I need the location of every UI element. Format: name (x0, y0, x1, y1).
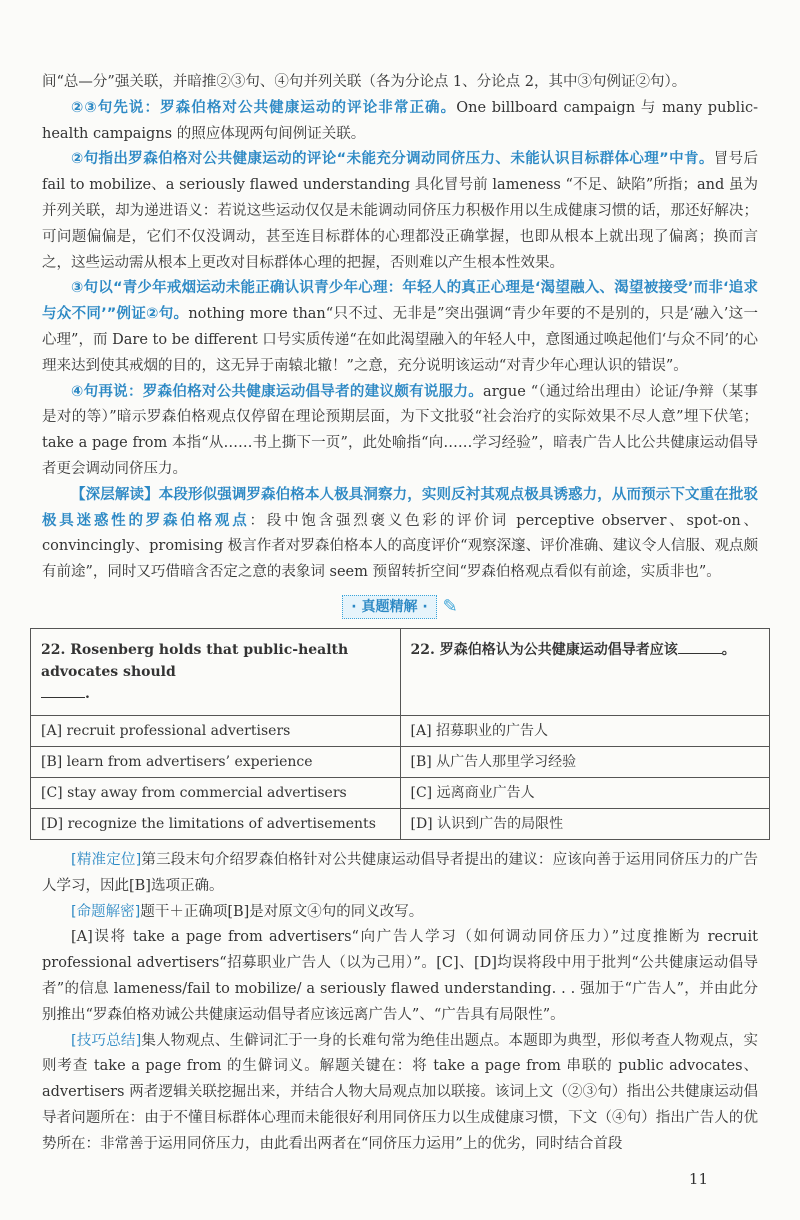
analysis-wrong-options: [A]误将 take a page from advertisers“向广告人学习（如何调动同侪压力）”过度推断为 recruit professional advertisers“招募职业广告人（以为己用）”。[C]、[D]均误将段中用于批判“公共健康运动倡导者”的信息 lameness/fail to mobilize/ a seriously flawed understanding. . . 强加于“广告人”，并由此分别推出“罗森伯格劝诫公共健康运动倡导者应该远离广告人”、“广告具有局限性”。 (42, 929, 758, 1023)
paragraph-2 (42, 96, 758, 148)
highlight: 【深层解读】本段形似强调罗森伯格本人极具洞察力，实则反衬其观点极具诱惑力，从而预示下文重在批驳极具迷惑性的罗森伯格观点 (42, 486, 758, 529)
stem-text: 22. Rosenberg holds that public-health advocates should (41, 641, 349, 680)
option-en: [B] learn from advertisers’ experience (31, 746, 401, 777)
body-text: One billboard campaign 与 many public-health campaigns 的照应体现两句间例证关联。 (42, 99, 758, 142)
option-en: [D] recognize the limitations of advertisements (31, 808, 401, 839)
body-text: ：段中饱含强烈褒义色彩的评价词 perceptive observer、spot-on、convincingly、promising 极言作者对罗森伯格本人的高度评价“观察深邃、评价准确、建议令人信服、观点颇有前途”，同时又巧借暗含否定之意的表象词 seem 预留转折空间“罗森伯格观点看似有前途，实质非也”。 (42, 512, 759, 581)
option-en: [C] stay away from commercial advertisers (31, 777, 401, 808)
paragraph-3 (42, 147, 758, 276)
paragraph-deep-reading (42, 483, 758, 586)
analysis-tips (42, 1029, 758, 1158)
table-row (31, 715, 770, 746)
stem-end: . (85, 685, 90, 702)
tag: [技巧总结] (71, 1032, 142, 1049)
table-row (31, 808, 770, 839)
pen-icon: ✎ (442, 595, 458, 617)
option-zh: [C] 远离商业广告人 (400, 777, 770, 808)
body-text: 题干＋正确项[B]是对原文④句的同义改写。 (140, 903, 424, 920)
tag: [精准定位] (71, 851, 142, 868)
highlight: ③句以“青少年戒烟运动未能正确认识青少年心理：年轻人的真正心理是‘渴望融入、渴望被接受’而非‘追求与众不同’”例证②句。 (42, 280, 758, 323)
table-row (31, 777, 770, 808)
stem-text: 22. 罗森伯格认为公共健康运动倡导者应该 (410, 641, 678, 658)
option-zh: [A] 招募职业的广告人 (400, 715, 770, 746)
highlight: ②③句先说：罗森伯格对公共健康运动的评论非常正确。 (71, 99, 457, 116)
paragraph-4 (42, 276, 758, 379)
question-en (31, 628, 401, 715)
analysis-decode (42, 900, 758, 926)
option-zh: [B] 从广告人那里学习经验 (400, 746, 770, 777)
body-text: 集人物观点、生僻词汇于一身的长难句常为绝佳出题点。本题即为典型，形似考查人物观点，实则考查 take a page from 的生僻词义。解题关键在：将 take a page from 串联的 public advocates、advertisers 两者逻辑关联挖掘出来，并结合人物大局观点加以联接。该词上文（②③句）指出公共健康运动倡导者问题所在：由于不懂目标群体心理而未能很好利用同侪压力以生成健康习惯，下文（④句）指出广告人的优势所在：非常善于运用同侪压力，由此看出两者在“同侪压力运用”上的优劣，同时结合首段 (42, 1032, 758, 1152)
paragraph-5 (42, 380, 758, 483)
highlight: ④句再说：罗森伯格对公共健康运动倡导者的建议颇有说服力。 (71, 383, 484, 400)
table-row (31, 628, 770, 715)
blank (41, 697, 85, 698)
body-text: nothing more than“只不过、无非是”突出强调“青少年要的不是别的，只是‘融入’这一心理”，而 Dare to be different 口号实质传递“在如此渴望融入的年轻人中，意图通过唤起他们‘与众不同’的心理来达到使其戒烟的目的，这无异于南辕北辙！”之意，充分说明该运动“对青少年心理认识的错误”。 (42, 306, 758, 374)
body-text: 第三段末句介绍罗森伯格针对公共健康运动倡导者提出的建议：应该向善于运用同侪压力的广告人学习，因此[B]选项正确。 (42, 851, 758, 894)
section-banner (42, 594, 758, 620)
highlight: ②句指出罗森伯格对公共健康运动的评论“未能充分调动同侪压力、未能认识目标群体心理”中肯。 (71, 151, 714, 168)
body-text: 冒号后 fail to mobilize、a seriously flawed understanding 具化冒号前 lameness “不足、缺陷”所指；and 虽为并列关联，却为递进语义：若说这些运动仅仅是未能调动同侪压力积极作用以生成健康习惯的话，那还好解决；可问题偏偏是，它们不仅没调动，甚至连目标群体的心理都没正确掌握，也即从根本上就出现了偏离；换而言之，这些运动需从根本上更改对目标群体心理的把握，否则难以产生根本性效果。 (42, 151, 759, 271)
question-table (30, 628, 770, 840)
banner-title: · 真题精解 · (342, 595, 436, 619)
page-number: 11 (688, 1169, 708, 1188)
paragraph-1: 间“总—分”强关联，并暗推②③句、④句并列关联（各为分论点 1、分论点 2，其中③句例证②句）。 (42, 74, 687, 90)
option-en: [A] recruit professional advertisers (31, 715, 401, 746)
question-zh (400, 628, 770, 715)
page-content (42, 0, 758, 1220)
option-zh: [D] 认识到广告的局限性 (400, 808, 770, 839)
table-row (31, 746, 770, 777)
stem-end: 。 (721, 641, 736, 658)
analysis-location (42, 848, 758, 900)
body-text: argue “（通过给出理由）论证/争辩（某事是对的等）”暗示罗森伯格观点仅停留在理论预期层面，为下文批驳“社会治疗的实际效果不尽人意”埋下伏笔；take a page from 本指“从……书上撕下一页”，此处喻指“向……学习经验”，暗表广告人比公共健康运动倡导者更会调动同侪压力。 (42, 383, 758, 477)
tag: [命题解密] (71, 903, 141, 920)
blank (678, 653, 722, 654)
